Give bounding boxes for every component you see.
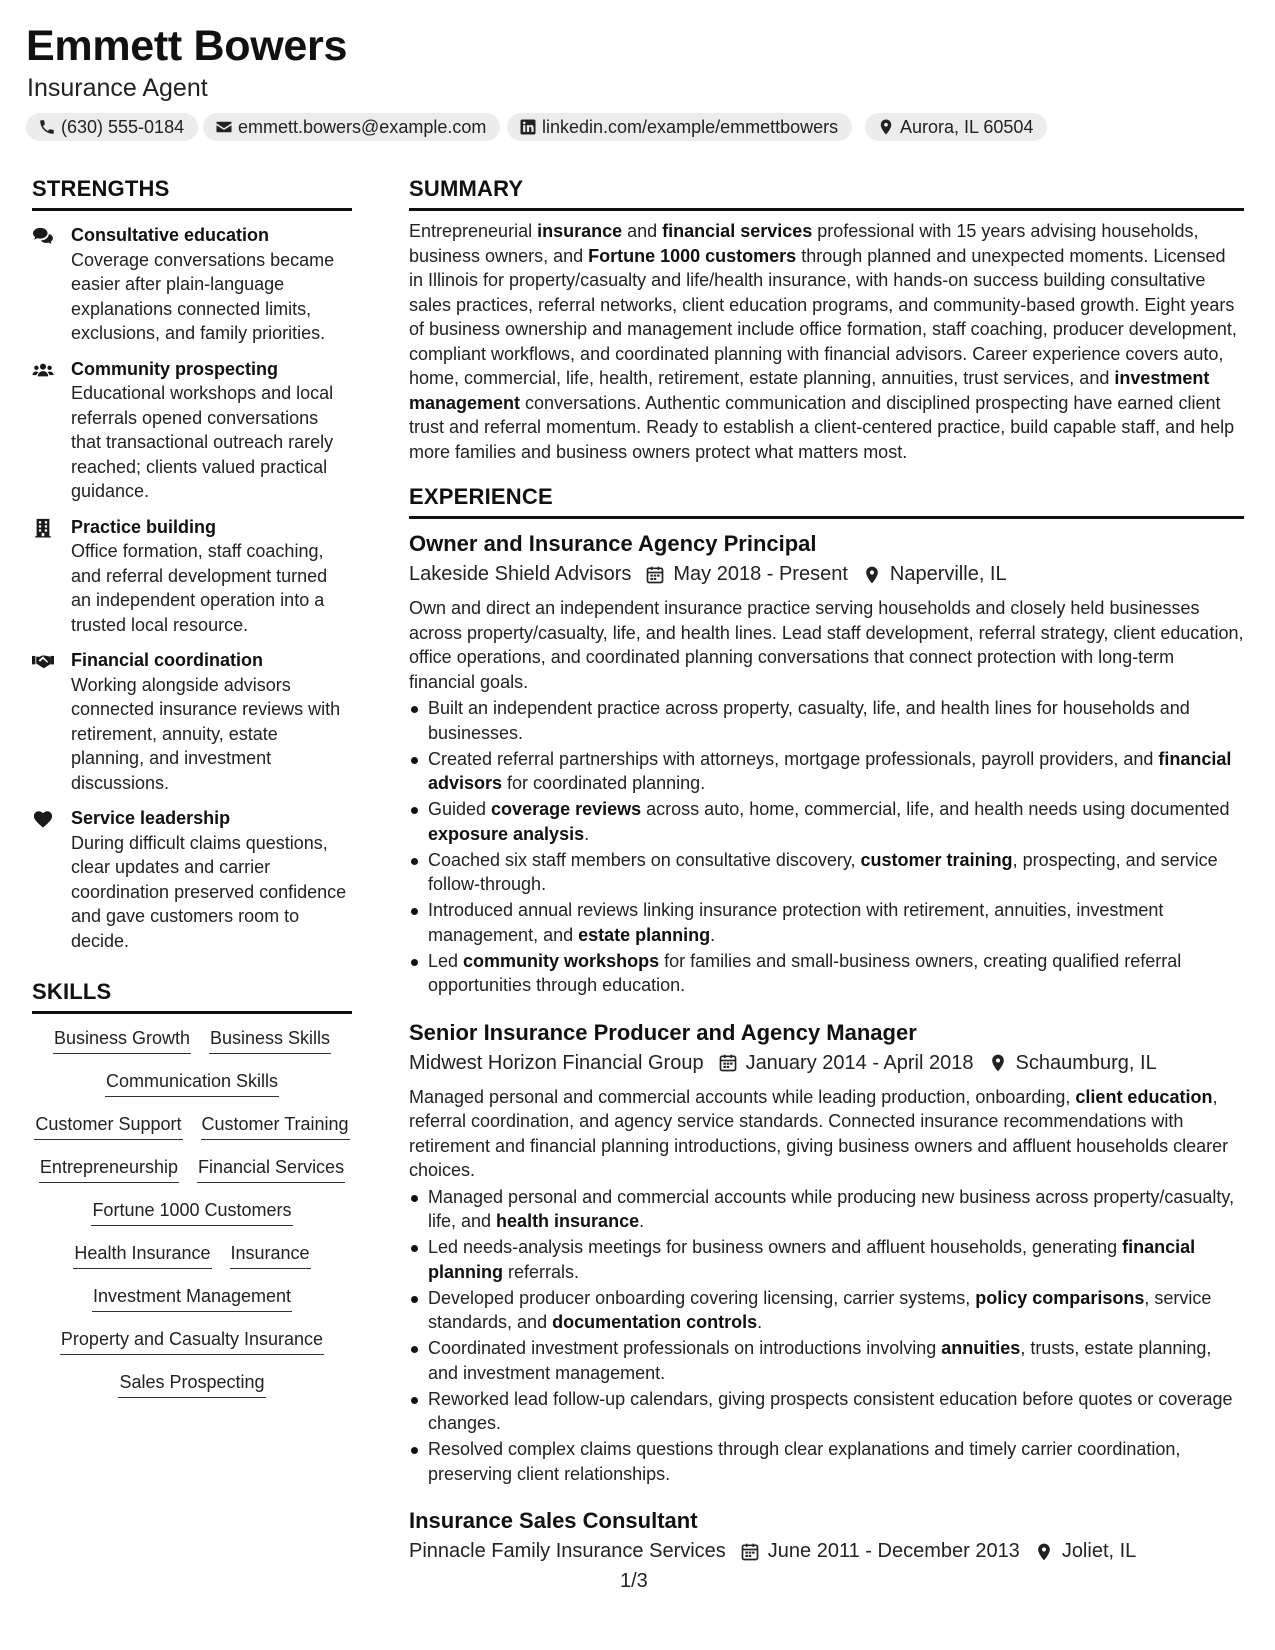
strength-text: Working alongside advisors connected insurance reviews with retirement, annuity, estate planning, and investment discussions. <box>71 674 341 793</box>
text-run: across auto, home, commercial, life, and health needs using documented <box>641 799 1230 819</box>
map-pin-icon <box>1034 1542 1054 1562</box>
summary-heading: SUMMARY <box>409 176 1244 211</box>
job-title: Owner and Insurance Agency Principal <box>409 531 817 556</box>
bold-keyword: community workshops <box>463 950 660 971</box>
job-location: Schaumburg, IL <box>1015 1051 1157 1074</box>
strength-item <box>32 515 352 638</box>
strength-title: Consultative education <box>71 225 270 245</box>
job-company: Pinnacle Family Insurance Services <box>409 1540 726 1562</box>
strength-title: Practice building <box>71 516 217 537</box>
experience-list <box>409 531 1244 1563</box>
bullet-item <box>409 1387 1244 1436</box>
bold-keyword: financial planning <box>428 1237 1196 1282</box>
text-run: Entrepreneurial <box>409 221 538 241</box>
text-run: . <box>710 924 716 945</box>
strength-item <box>32 648 352 795</box>
job-description <box>409 1085 1244 1183</box>
page-number: 1/3 <box>620 1570 648 1592</box>
bold-keyword: estate planning <box>578 924 711 945</box>
text-run: through planned and unexpected moments. Licensed in Illinois for property/casualty and life/health insurance, with hands-on success building consultative sales practices, referral networks, client education programs, and community-based growth. Eight years of business ownership and management include office formation, staff coaching, producer development, compliant workflows, and coordinated planning with financial advisors. Career experience covers auto, home, commercial, life, health, retirement, estate planning, annuities, trust services, and <box>409 245 1237 388</box>
calendar-icon <box>645 565 665 585</box>
bold-keyword: exposure analysis <box>428 823 585 844</box>
strength-item <box>32 223 352 346</box>
text-run: Coached six staff members on consultative discovery, <box>428 849 861 870</box>
strengths-heading: STRENGTHS <box>32 176 352 211</box>
bold-keyword: financial services <box>662 221 813 241</box>
skill-tag: Customer Support <box>34 1112 182 1140</box>
bullet-item <box>409 1185 1244 1234</box>
map-pin-icon <box>988 1053 1008 1073</box>
bold-keyword: health insurance <box>496 1211 640 1231</box>
bullet-item <box>409 1235 1244 1284</box>
text-run: Own and direct an independent insurance practice serving households and closely held businesses across property/casualty, life, and health lines. Lead staff development, referral strategy, client education, office operations, and coordinated planning conversations that connect protection with long-term financial goals. <box>409 598 1244 692</box>
text-run: , trusts, estate planning, and investment management. <box>428 1338 1212 1383</box>
text-run: for coordinated planning. <box>502 773 706 793</box>
text-run: and <box>622 221 663 241</box>
skill-tag: Insurance <box>230 1241 311 1269</box>
calendar-icon <box>740 1542 760 1562</box>
text-run: Coordinated investment professionals on introductions involving <box>428 1338 942 1358</box>
text-run: . <box>757 1312 763 1332</box>
bullet-item <box>409 898 1244 947</box>
phone-icon <box>38 118 56 136</box>
text-run: , prospecting, and service follow-through. <box>428 849 1218 894</box>
text-run: referrals. <box>503 1261 580 1282</box>
strength-text: Office formation, staff coaching, and referral development turned an independent operation into a trusted local resource. <box>71 541 328 635</box>
text-run: . <box>584 823 590 844</box>
skill-tag: Entrepreneurship <box>39 1155 179 1183</box>
contact-phone[interactable] <box>26 113 198 141</box>
text-run: Developed producer onboarding covering licensing, carrier systems, <box>428 1287 976 1308</box>
bold-keyword: investment management <box>409 368 1210 413</box>
skills-list <box>32 1026 352 1413</box>
map-pin-icon <box>862 565 882 585</box>
bullet-item <box>409 747 1244 796</box>
bold-keyword: financial advisors <box>428 748 1232 793</box>
text-run: professional with 15 years advising households, business owners, and <box>409 221 1199 266</box>
job-location: Joliet, IL <box>1061 1540 1137 1562</box>
bullet-item <box>409 1336 1244 1385</box>
text-run: , service standards, and <box>428 1287 1212 1332</box>
job-title: Senior Insurance Producer and Agency Manager <box>409 1019 917 1045</box>
contact-email-text: emmett.bowers@example.com <box>238 116 487 137</box>
bold-keyword: annuities <box>941 1338 1021 1358</box>
skill-tag: Business Skills <box>209 1026 331 1054</box>
contact-location-text: Aurora, IL 60504 <box>900 116 1034 137</box>
skill-tag: Customer Training <box>201 1112 350 1140</box>
skill-tag: Investment Management <box>92 1284 292 1312</box>
text-run: Resolved complex claims questions through clear explanations and timely carrier coordination, preserving client relationships. <box>428 1439 1181 1484</box>
right-column <box>409 176 1244 1563</box>
contact-row <box>26 113 1256 141</box>
job-location: Naperville, IL <box>889 563 1007 585</box>
bold-keyword: insurance <box>537 221 623 241</box>
strength-text: Coverage conversations became easier after plain-language explanations connected limits, exclusions, and family priorities. <box>71 249 335 343</box>
strength-title: Service leadership <box>71 808 231 828</box>
bold-keyword: client education <box>1075 1086 1213 1107</box>
job-bullets <box>409 696 1244 998</box>
skill-tag: Business Growth <box>53 1026 191 1054</box>
text-run: for families and small-business owners, creating qualified referral opportunities through education. <box>428 950 1182 995</box>
skills-heading: SKILLS <box>32 979 352 1014</box>
job-bullets <box>409 1185 1244 1487</box>
envelope-icon <box>215 118 233 136</box>
bullet-item <box>409 1437 1244 1486</box>
job-company: Midwest Horizon Financial Group <box>409 1051 704 1074</box>
strength-item <box>32 357 352 504</box>
text-run: Managed personal and commercial accounts while producing new business across property/casualty, life, and <box>428 1186 1235 1231</box>
handshake-icon <box>32 651 54 671</box>
job-entry <box>409 1508 1244 1563</box>
contact-linkedin-text: linkedin.com/example/emmettbowers <box>542 116 839 137</box>
text-run: . <box>639 1211 645 1231</box>
job-meta <box>409 563 1244 586</box>
skill-tag: Health Insurance <box>73 1241 211 1269</box>
calendar-icon <box>718 1053 738 1073</box>
candidate-name: Emmett Bowers <box>26 22 348 70</box>
strengths-list <box>32 223 352 953</box>
job-company: Lakeside Shield Advisors <box>409 563 632 585</box>
job-dates: May 2018 - Present <box>673 563 848 585</box>
summary-text <box>409 219 1244 464</box>
skill-tag: Fortune 1000 Customers <box>91 1198 292 1226</box>
bold-keyword: documentation controls <box>552 1312 758 1332</box>
contact-email[interactable] <box>203 113 500 141</box>
text-run: Built an independent practice across property, casualty, life, and health lines for households and businesses. <box>428 698 1190 743</box>
job-description <box>409 596 1244 694</box>
linkedin-icon <box>519 118 537 136</box>
heart-icon <box>32 809 54 829</box>
job-meta <box>409 1540 1244 1563</box>
left-column <box>32 176 352 1413</box>
job-entry <box>409 531 1244 998</box>
job-dates: January 2014 - April 2018 <box>745 1051 974 1074</box>
job-title: Insurance Sales Consultant <box>409 1508 698 1533</box>
bullet-item <box>409 797 1244 846</box>
contact-location <box>865 113 1047 141</box>
text-run: conversations. Authentic communication and disciplined prospecting have earned client trust and referral momentum. Ready to establish a client-centered practice, build capable staff, and help more families and business owners protect what matters most. <box>409 392 1235 462</box>
bold-keyword: Fortune 1000 customers <box>588 245 797 266</box>
candidate-role: Insurance Agent <box>27 74 208 102</box>
skill-tag: Property and Casualty Insurance <box>60 1327 324 1355</box>
skill-tag: Financial Services <box>197 1155 345 1183</box>
strength-title: Financial coordination <box>71 650 264 670</box>
contact-linkedin[interactable] <box>507 113 852 141</box>
text-run: , referral coordination, and agency service standards. Connected insurance recommendations with retirement and financial planning introductions, giving business owners and affluent households clearer choices. <box>409 1086 1229 1180</box>
bold-keyword: policy comparisons <box>975 1287 1145 1308</box>
contact-phone-text: (630) 555-0184 <box>61 116 185 137</box>
text-run: Introduced annual reviews linking insurance protection with retirement, annuities, investment management, and <box>428 900 1164 945</box>
job-entry <box>409 1020 1244 1487</box>
strength-text: During difficult claims questions, clear updates and carrier coordination preserved confidence and gave customers room to decide. <box>71 832 347 951</box>
bold-keyword: customer training <box>860 849 1013 870</box>
strength-text: Educational workshops and local referrals opened conversations that transactional outreach rarely reached; clients valued practical guidance. <box>71 383 334 501</box>
experience-heading: EXPERIENCE <box>409 484 1244 519</box>
strength-title: Community prospecting <box>71 358 279 379</box>
chat-bubbles-icon <box>32 226 54 246</box>
users-icon <box>32 360 54 380</box>
text-run: Reworked lead follow-up calendars, giving prospects consistent education before quotes or coverage changes. <box>428 1388 1233 1433</box>
bullet-item <box>409 949 1244 998</box>
bullet-item <box>409 696 1244 745</box>
job-dates: June 2011 - December 2013 <box>767 1540 1020 1562</box>
skill-tag: Sales Prospecting <box>118 1370 265 1398</box>
text-run: Led needs-analysis meetings for business owners and affluent households, generating <box>428 1237 1123 1257</box>
text-run: Guided <box>428 799 492 819</box>
text-run: Led <box>428 950 464 971</box>
bullet-item <box>409 848 1244 897</box>
skill-tag: Communication Skills <box>105 1069 279 1097</box>
bullet-item <box>409 1286 1244 1335</box>
bold-keyword: coverage reviews <box>491 799 642 819</box>
strength-item <box>32 806 352 953</box>
text-run: Managed personal and commercial accounts while leading production, onboarding, <box>409 1086 1076 1107</box>
job-meta <box>409 1052 1244 1075</box>
text-run: Created referral partnerships with attorneys, mortgage professionals, payroll providers, and <box>428 748 1159 769</box>
map-pin-icon <box>877 118 895 136</box>
building-icon <box>32 518 54 538</box>
